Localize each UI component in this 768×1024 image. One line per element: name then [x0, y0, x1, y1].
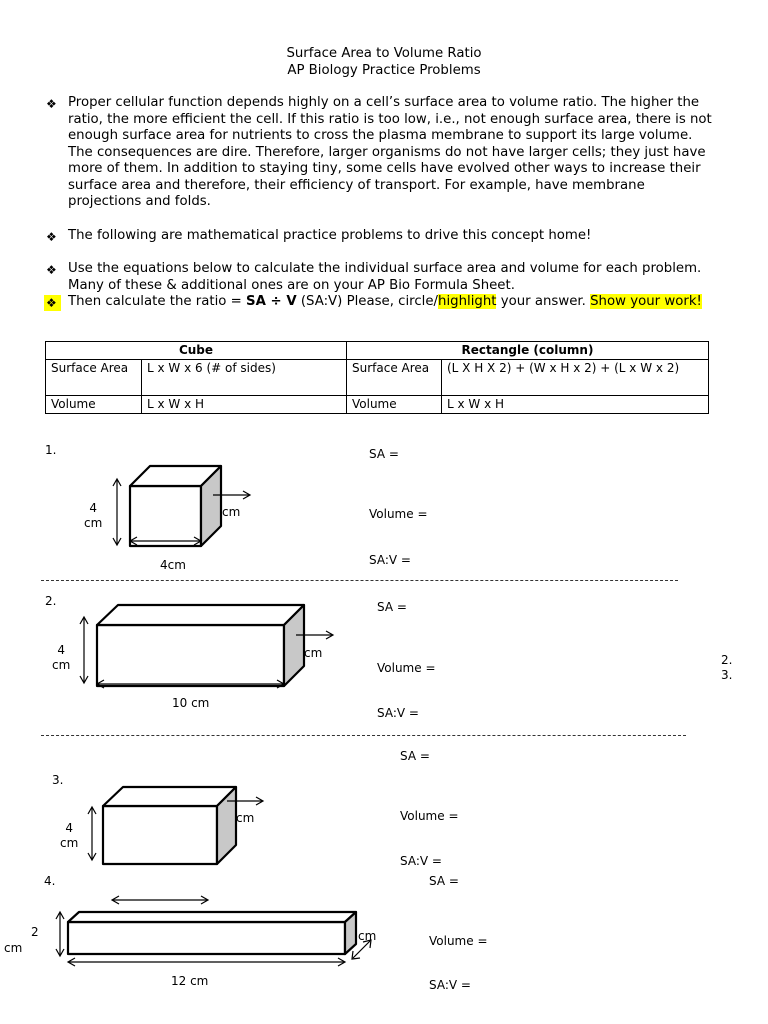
- volume-answer-label: Volume =: [429, 934, 488, 948]
- bullet-icon: ❖: [44, 295, 61, 311]
- sa-label: Surface Area: [46, 360, 142, 396]
- sa-label: Surface Area: [347, 360, 442, 396]
- show-work-note: Show your work!: [590, 294, 702, 309]
- volume-label: Volume: [46, 396, 142, 414]
- volume-answer-label: Volume =: [400, 809, 459, 823]
- bullet-icon: ❖: [46, 230, 57, 244]
- page-subtitle: AP Biology Practice Problems: [287, 63, 481, 78]
- problem-number: 3.: [52, 773, 64, 787]
- length-label: 4cm: [160, 558, 186, 572]
- page-title: Surface Area to Volume Ratio: [286, 46, 482, 61]
- intro-paragraph: The following are mathematical practice problems to drive this concept home!: [68, 228, 592, 243]
- problem-number: 2.: [45, 594, 57, 608]
- depth-label: cm: [236, 811, 255, 825]
- cube-sa-formula: L x W x 6 (# of sides): [142, 360, 347, 396]
- ratio-answer-label: SA:V =: [369, 553, 411, 567]
- depth-label: cm: [304, 646, 323, 660]
- highlight-word: highlight: [438, 294, 497, 309]
- ratio-answer-label: SA:V =: [400, 854, 442, 868]
- margin-number: 3.: [721, 668, 733, 682]
- rect-volume-formula: L x W x H: [442, 396, 709, 414]
- volume-label: Volume: [347, 396, 442, 414]
- sa-answer-label: SA =: [369, 447, 399, 461]
- height-label: 4 cm: [52, 643, 71, 672]
- length-label: 12 cm: [171, 974, 209, 988]
- margin-number: 2.: [721, 653, 733, 667]
- sa-answer-label: SA =: [429, 874, 459, 888]
- ratio-answer-label: SA:V =: [377, 706, 419, 720]
- ratio-formula: SA ÷ V: [246, 294, 297, 309]
- problem-number: 1.: [45, 443, 57, 457]
- ratio-text: (SA:V) Please, circle/: [296, 294, 439, 309]
- height-label: 4 cm: [84, 501, 103, 530]
- ratio-answer-label: SA:V =: [429, 978, 471, 992]
- bullet-icon: ❖: [46, 263, 57, 277]
- depth-label: cm: [358, 929, 377, 943]
- volume-answer-label: Volume =: [377, 661, 436, 675]
- length-label: 10 cm: [172, 696, 210, 710]
- ratio-text: your answer.: [496, 294, 591, 309]
- rect-sa-formula: (L X H X 2) + (W x H x 2) + (L x W x 2): [442, 360, 709, 396]
- ratio-text: Then calculate the ratio =: [68, 294, 247, 309]
- intro-paragraph: Proper cellular function depends highly on a cell’s surface area to volume ratio. The higher the ratio, the more efficient the cell. If this ratio is too low, i.e., not enough surface area, there is not enough surface area for nutrients to cross the plasma membrane to support its large volume. The consequences are dire. Therefore, larger organisms do not have larger cells; they just have more of them. In addition to staying tiny, some cells have evolved other ways to increase their surface area and therefore, their efficiency of transport. For example, have membrane projections and folds.: [68, 95, 712, 209]
- problem-number: 4.: [44, 874, 56, 888]
- height-unit-label: cm: [4, 941, 23, 955]
- depth-label: cm: [222, 505, 241, 519]
- height-label: 4 cm: [60, 821, 79, 850]
- height-label: 2: [31, 925, 39, 939]
- instructions-paragraph: Use the equations below to calculate the individual surface area and volume for each problem. Many of these & additional ones are on your AP Bio Formula Sheet.: [68, 261, 702, 293]
- bullet-icon: ❖: [46, 97, 57, 111]
- sa-answer-label: SA =: [400, 749, 430, 763]
- rectangle-header: Rectangle (column): [347, 342, 709, 360]
- sa-answer-label: SA =: [377, 600, 407, 614]
- cube-volume-formula: L x W x H: [142, 396, 347, 414]
- volume-answer-label: Volume =: [369, 507, 428, 521]
- cube-header: Cube: [46, 342, 347, 360]
